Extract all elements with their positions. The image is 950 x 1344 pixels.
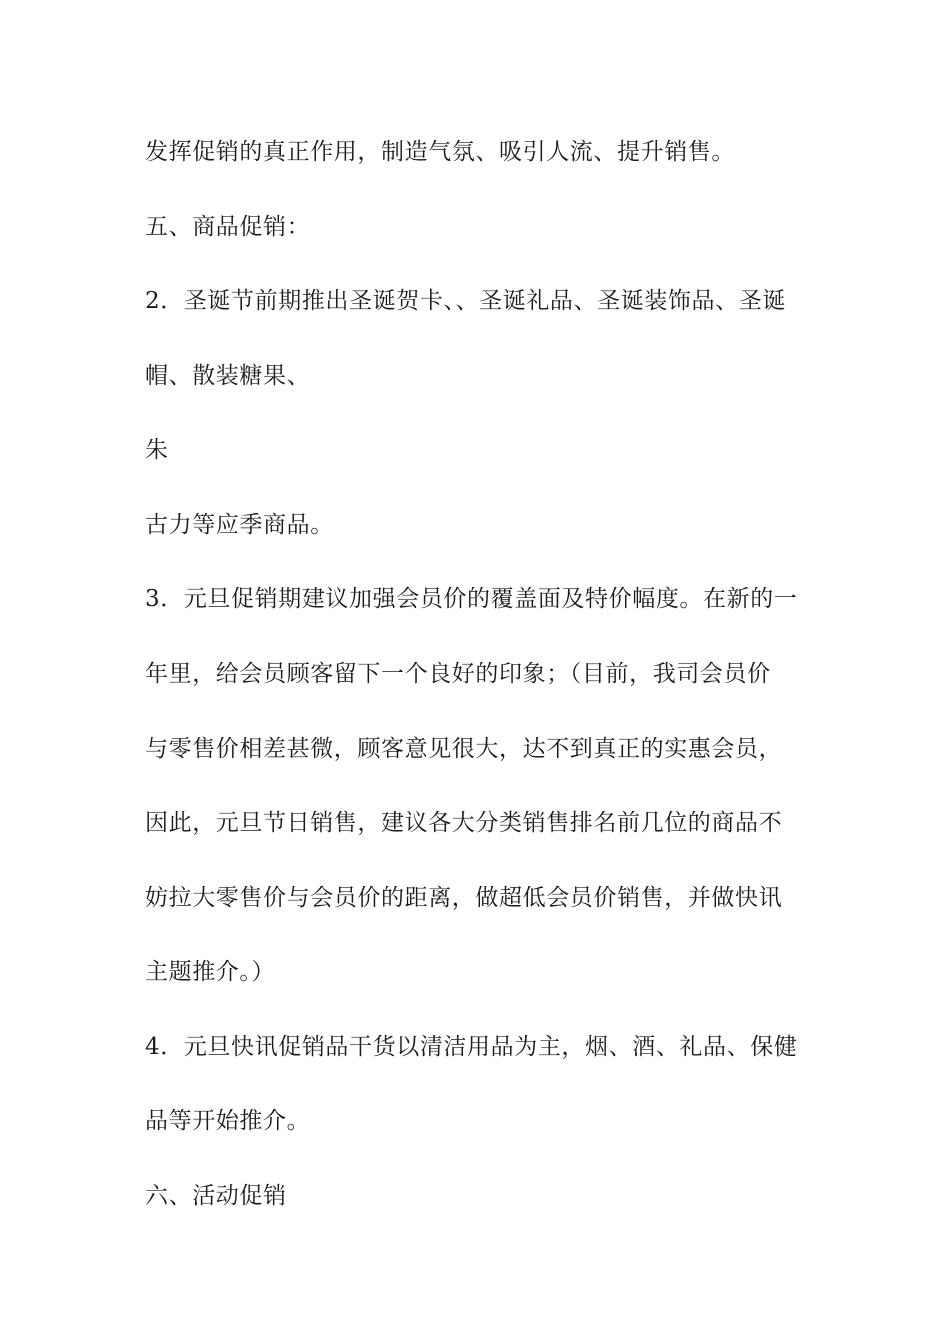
paragraph-line: 发挥促销的真正作用，制造气氛、吸引人流、提升销售。 bbox=[145, 139, 735, 165]
section-heading-product-promotion: 五、商品促销： bbox=[145, 214, 311, 240]
paragraph-line: 品等开始推介。 bbox=[145, 1108, 311, 1134]
paragraph-line: 古力等应季商品。 bbox=[145, 512, 334, 538]
paragraph-line: 帽、散装糖果、 bbox=[145, 363, 311, 389]
paragraph-line: 主题推介。） bbox=[145, 959, 276, 985]
paragraph-line: 2．圣诞节前期推出圣诞贺卡、、圣诞礼品、圣诞装饰品、圣诞 bbox=[145, 288, 786, 314]
section-heading-activity-promotion: 六、活动促销 bbox=[145, 1183, 287, 1209]
paragraph-line: 年里，给会员顾客留下一个良好的印象；（目前，我司会员价 bbox=[145, 661, 771, 687]
paragraph-line: 因此，元旦节日销售，建议各大分类销售排名前几位的商品不 bbox=[145, 810, 783, 836]
paragraph-line: 4．元旦快讯促销品干货以清洁用品为主，烟、酒、礼品、保健 bbox=[145, 1034, 798, 1060]
paragraph-line: 与零售价相差甚微，顾客意见很大，达不到真正的实惠会员， bbox=[145, 736, 783, 762]
paragraph-line: 3．元旦促销期建议加强会员价的覆盖面及特价幅度。在新的一 bbox=[145, 586, 798, 612]
paragraph-line: 朱 bbox=[145, 437, 169, 463]
paragraph-line: 妨拉大零售价与会员价的距离，做超低会员价销售，并做快讯 bbox=[145, 885, 783, 911]
